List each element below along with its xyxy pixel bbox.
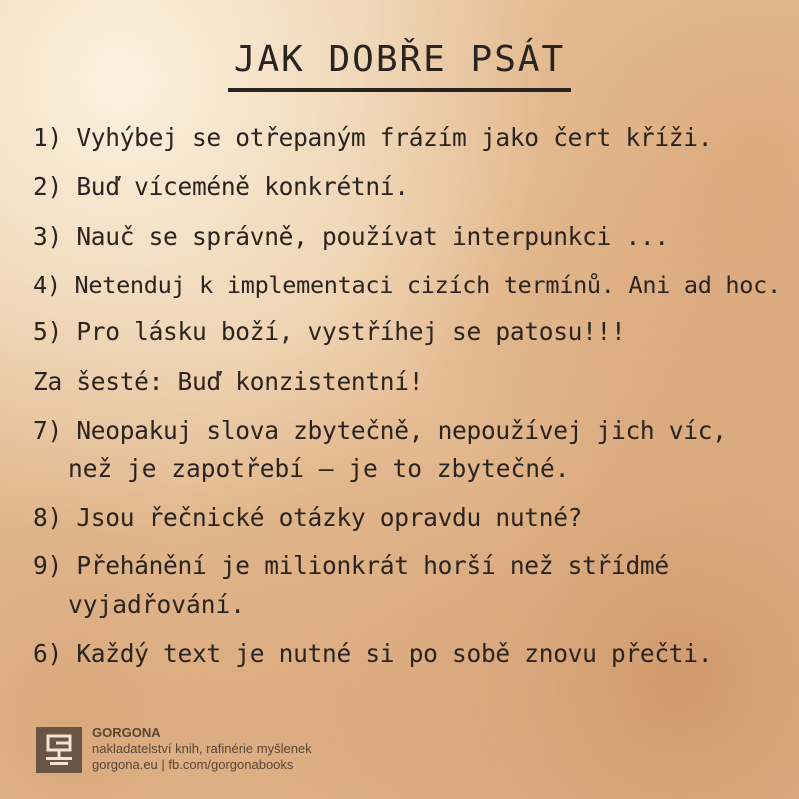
list-item-4: 4) Netenduj k implementaci cizích termínů. Ani ad hoc. [33,271,781,299]
list-item-2: 2) Buď víceméně konkrétní. [33,172,409,201]
list-item-7: 7) Neopakuj slova zbytečně, nepoužívej jich víc, [33,416,727,445]
gorgona-logo-icon [36,727,82,773]
list-item-3: 3) Nauč se správně, používat interpunkci ... [33,222,669,251]
page-title: JAK DOBŘE PSÁT [228,40,571,92]
title-container [0,40,799,92]
list-item-5: 5) Pro lásku boží, vystříhej se patosu!!! [33,317,626,346]
list-item-7-continuation: než je zapotřebí – je to zbytečné. [68,454,570,483]
list-item-9-continuation: vyjadřování. [68,590,246,619]
list-item-1: 1) Vyhýbej se otřepaným frázím jako čert kříži. [33,123,713,152]
brand-tagline: nakladatelství knih, rafinérie myšlenek [92,741,312,756]
brand-block [92,725,312,773]
brand-links[interactable]: gorgona.eu | fb.com/gorgonabooks [92,757,294,772]
brand-name: GORGONA [92,725,161,740]
footer [36,727,456,777]
list-item-8: 8) Jsou řečnické otázky opravdu nutné? [33,503,583,532]
list-item-10: 6) Každý text je nutné si po sobě znovu přečti. [33,639,713,668]
list-item-6-alt: Za šesté: Buď konzistentní! [33,367,424,396]
list-item-9: 9) Přehánění je milionkrát horší než střídmé [33,551,669,580]
